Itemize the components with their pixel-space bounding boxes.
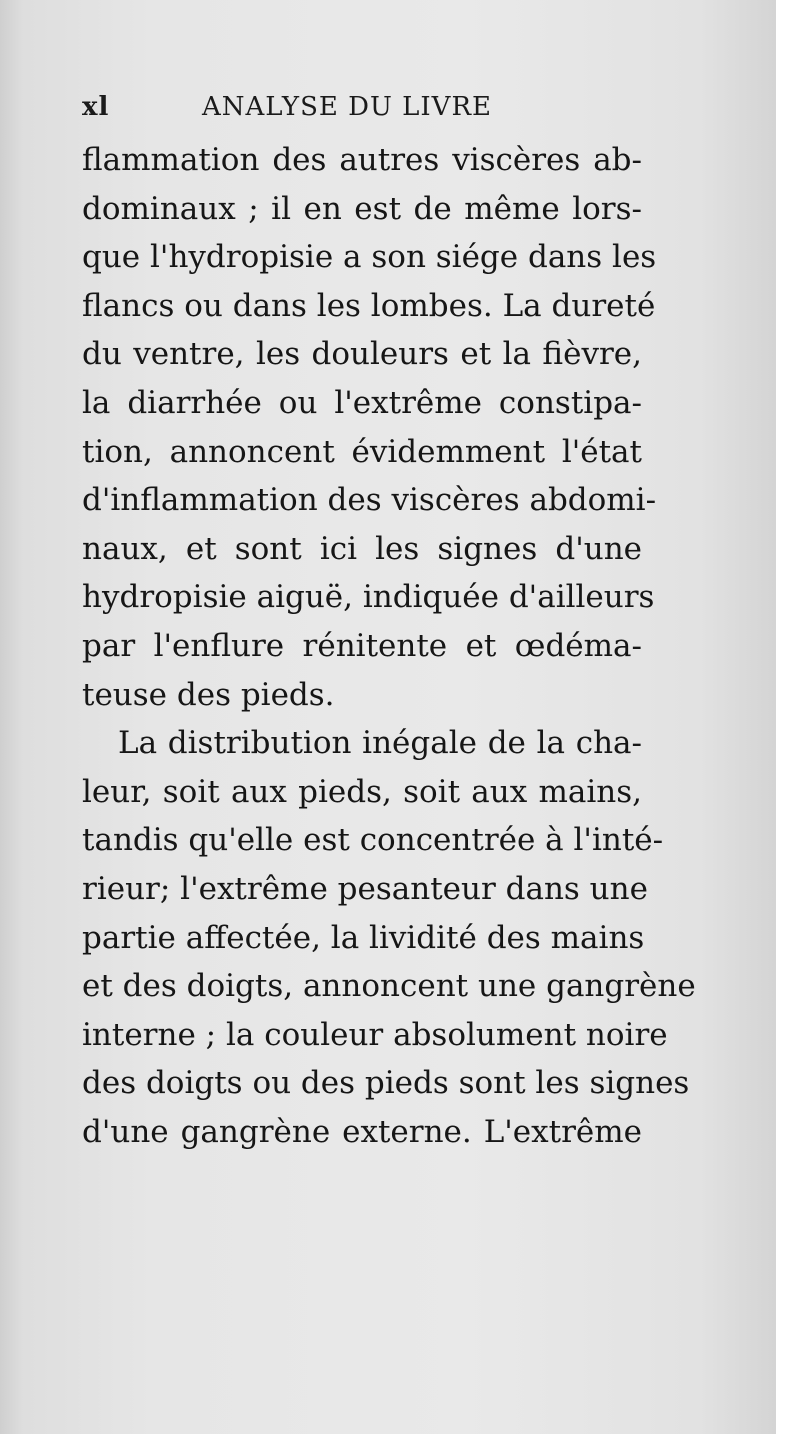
text-line: et des doigts, annoncent une gangrène	[82, 968, 696, 1005]
text-line: rieur; l'extrême pesanteur dans une	[82, 870, 648, 907]
text-line: hydropisie aiguë, indiquée d'ailleurs	[82, 579, 655, 616]
text-line: la diarrhée ou l'extrême constipa-	[82, 384, 642, 421]
text-line: naux, et sont ici les signes d'une	[82, 530, 642, 567]
page-header	[82, 86, 642, 130]
text-line: dominaux ; il en est de même lors-	[82, 190, 642, 227]
paragraph-2	[82, 719, 696, 1156]
text-line: interne ; la couleur absolument noire	[82, 1016, 668, 1053]
page-number: xl	[82, 92, 110, 122]
scan-margin	[776, 0, 800, 1434]
text-line: par l'enflure rénitente et œdéma-	[82, 627, 642, 664]
text-line: tandis qu'elle est concentrée à l'inté-	[82, 822, 664, 859]
text-line: flammation des autres viscères ab-	[82, 142, 642, 178]
text-line: flancs ou dans les lombes. La dureté	[82, 287, 656, 324]
text-line: d'une gangrène externe. L'extrême	[82, 1113, 642, 1150]
text-line: que l'hydropisie a son siége dans les	[82, 239, 657, 276]
text-line: d'inflammation des viscères abdomi-	[82, 482, 657, 519]
text-line: leur, soit aux pieds, soit aux mains,	[82, 773, 642, 810]
text-line: tion, annoncent évidemment l'état	[82, 433, 642, 470]
body-text	[82, 136, 696, 1156]
text-line: La distribution inégale de la cha-	[118, 725, 642, 762]
paragraph-1	[82, 136, 657, 719]
text-line: partie affectée, la lividité des mains	[82, 919, 645, 956]
text-line: teuse des pieds.	[82, 676, 335, 713]
text-line: du ventre, les douleurs et la fièvre,	[82, 336, 642, 373]
running-head: ANALYSE DU LIVRE	[202, 92, 493, 122]
text-line: des doigts ou des pieds sont les signes	[82, 1065, 690, 1102]
